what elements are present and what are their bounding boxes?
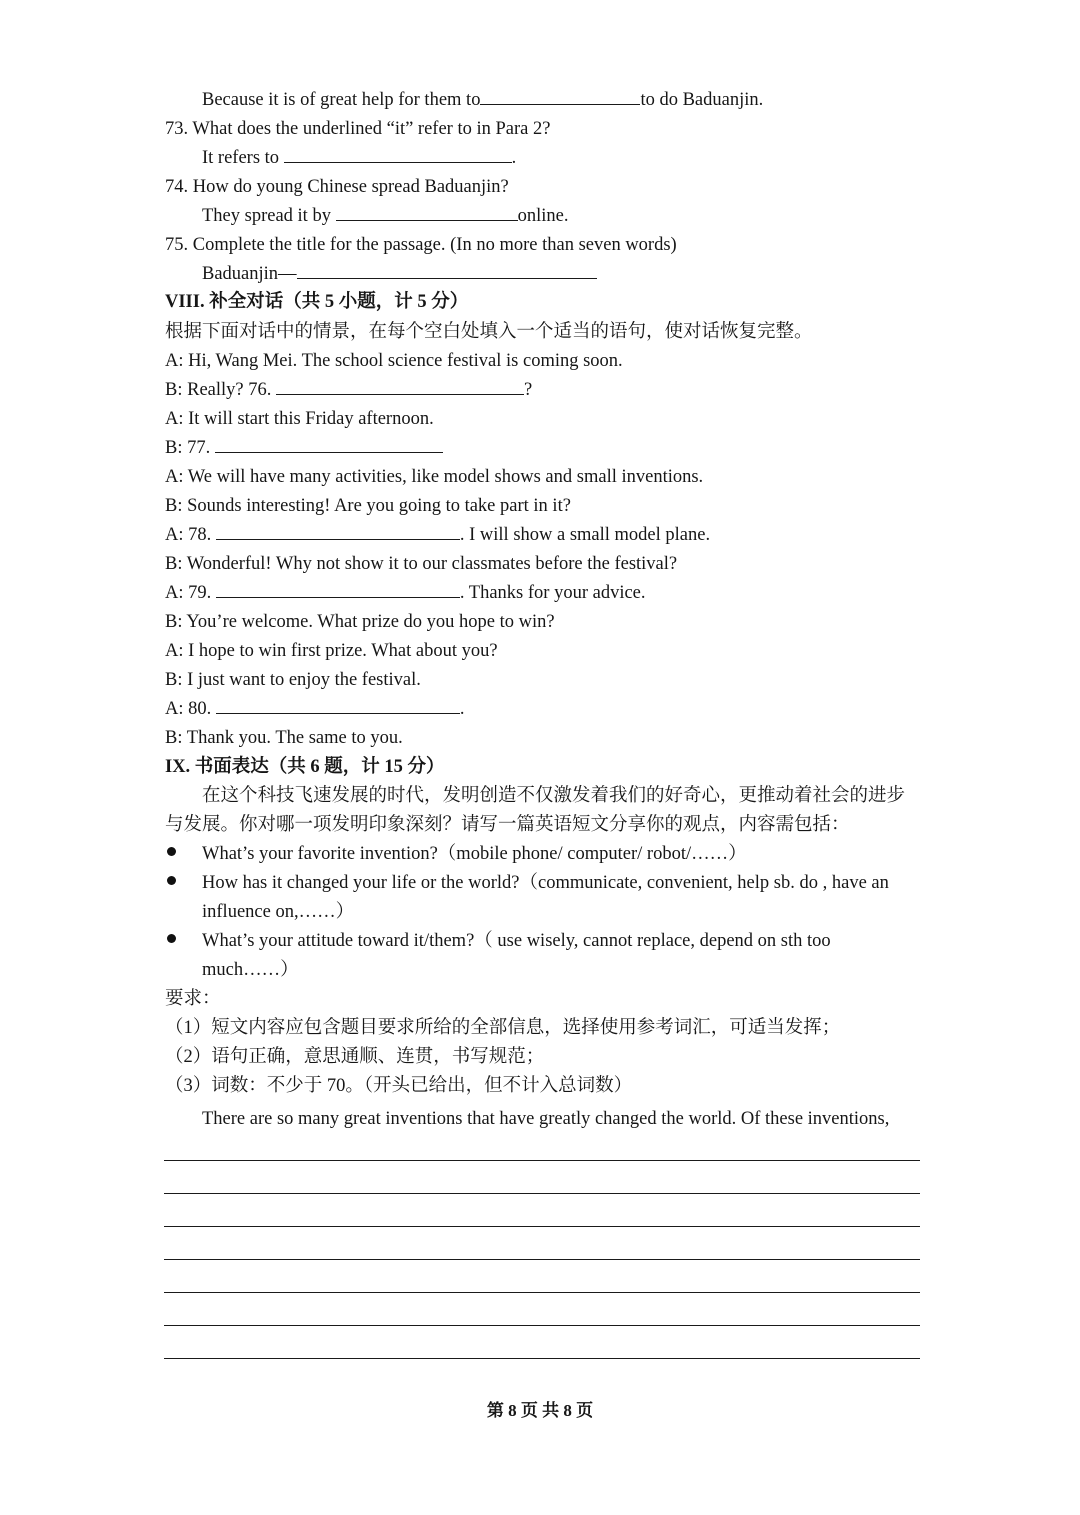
writing-line[interactable] [164, 1259, 920, 1260]
q80-prefix: A: 80. [165, 699, 212, 719]
writing-line[interactable] [164, 1292, 920, 1293]
q78-suffix: . I will show a small model plane. [459, 525, 711, 545]
writing-line[interactable] [164, 1193, 920, 1194]
q76-blank[interactable] [276, 378, 524, 395]
q80-blank[interactable] [216, 697, 460, 714]
q73-answer-suffix: . [511, 148, 517, 168]
dialogue-line-14: B: Thank you. The same to you. [165, 728, 403, 748]
q74-answer-prefix: They spread it by [202, 206, 331, 226]
q75-answer-prefix: Baduanjin— [202, 264, 297, 284]
dialogue-line-78 [165, 523, 710, 547]
dialogue-line-8: B: Wonderful! Why not show it to our classmates before the festival? [165, 554, 678, 574]
q72-answer-line [202, 88, 763, 112]
q79-suffix: . Thanks for your advice. [459, 583, 646, 603]
dialogue-line-3: A: It will start this Friday afternoon. [165, 409, 434, 429]
requirement-1: （1）短文内容应包含题目要求所给的全部信息，选择使用参考词汇，可适当发挥； [165, 1018, 841, 1038]
dialogue-line-6: B: Sounds interesting! Are you going to take part in it? [165, 496, 571, 516]
dialogue-line-11: A: I hope to win first prize. What about you? [165, 641, 498, 661]
q73-blank[interactable] [284, 146, 512, 163]
writing-line[interactable] [164, 1325, 920, 1326]
q75-answer-line [202, 262, 597, 286]
dialogue-line-79 [165, 581, 646, 605]
dialogue-line-5: A: We will have many activities, like model shows and small inventions. [165, 467, 704, 487]
q79-blank[interactable] [216, 581, 460, 598]
writing-line[interactable] [164, 1226, 920, 1227]
q78-prefix: A: 78. [165, 525, 212, 545]
section9-intro-line1: 在这个科技飞速发展的时代，发明创造不仅激发着我们的好奇心，更推动着社会的进步 [202, 786, 906, 806]
q73-question: 73. What does the underlined “it” refer to in Para 2? [165, 119, 551, 139]
q72-text-after: to do Baduanjin. [640, 90, 764, 110]
essay-opening: There are so many great inventions that have greatly changed the world. Of these inventions, [202, 1109, 890, 1129]
q76-prefix: B: Really? 76. [165, 380, 272, 400]
dialogue-line-77 [165, 436, 443, 460]
q77-prefix: B: 77. [165, 438, 211, 458]
bullet-1-text: What’s your favorite invention?（mobile phone/ computer/ robot/……） [202, 844, 747, 864]
q73-answer-line [202, 146, 516, 170]
dialogue-line-76 [165, 378, 532, 402]
q74-question: 74. How do young Chinese spread Baduanjin? [165, 177, 509, 197]
bullet-dot-icon [167, 934, 176, 943]
q78-blank[interactable] [216, 523, 460, 540]
q75-question: 75. Complete the title for the passage. (In no more than seven words) [165, 235, 677, 255]
bullet-2-text-line2: influence on,……） [202, 902, 355, 922]
q75-blank[interactable] [297, 262, 597, 279]
q80-suffix: . [459, 699, 465, 719]
q74-answer-line [202, 204, 568, 228]
bullet-dot-icon [167, 876, 176, 885]
requirements-label: 要求： [165, 989, 221, 1009]
bullet-3-text-line2: much……） [202, 960, 299, 980]
q72-text-before: Because it is of great help for them to [202, 90, 481, 110]
section9-title: IX. 书面表达（共 6 题，计 15 分） [165, 757, 445, 777]
q72-blank[interactable] [480, 88, 640, 105]
page-number-footer: 第 8 页 共 8 页 [486, 1401, 594, 1420]
bullet-3-text-line1: What’s your attitude toward it/them?（ use wisely, cannot replace, depend on sth too [202, 931, 831, 951]
dialogue-line-12: B: I just want to enjoy the festival. [165, 670, 421, 690]
q74-answer-suffix: online. [517, 206, 569, 226]
bullet-dot-icon [167, 847, 176, 856]
dialogue-line-80 [165, 697, 465, 721]
requirement-2: （2）语句正确，意思通顺、连贯，书写规范； [165, 1047, 545, 1067]
section9-intro-line2: 与发展。你对哪一项发明印象深刻？请写一篇英语短文分享你的观点，内容需包括： [165, 815, 850, 835]
bullet-2-text-line1: How has it changed your life or the world?（communicate, convenient, help sb. do , have an [202, 873, 889, 893]
q77-blank[interactable] [215, 436, 443, 453]
section8-title: VIII. 补全对话（共 5 小题，计 5 分） [165, 292, 469, 312]
q79-prefix: A: 79. [165, 583, 212, 603]
q74-blank[interactable] [336, 204, 518, 221]
q76-suffix: ? [523, 380, 533, 400]
writing-line[interactable] [164, 1358, 920, 1359]
writing-line[interactable] [164, 1160, 920, 1161]
dialogue-line-10: B: You’re welcome. What prize do you hope to win? [165, 612, 555, 632]
requirement-3: （3）词数：不少于 70。（开头已给出，但不计入总词数） [165, 1076, 633, 1096]
q73-answer-prefix: It refers to [202, 148, 280, 168]
dialogue-line-1: A: Hi, Wang Mei. The school science festival is coming soon. [165, 351, 623, 371]
section8-instruction: 根据下面对话中的情景，在每个空白处填入一个适当的语句，使对话恢复完整。 [165, 322, 813, 342]
